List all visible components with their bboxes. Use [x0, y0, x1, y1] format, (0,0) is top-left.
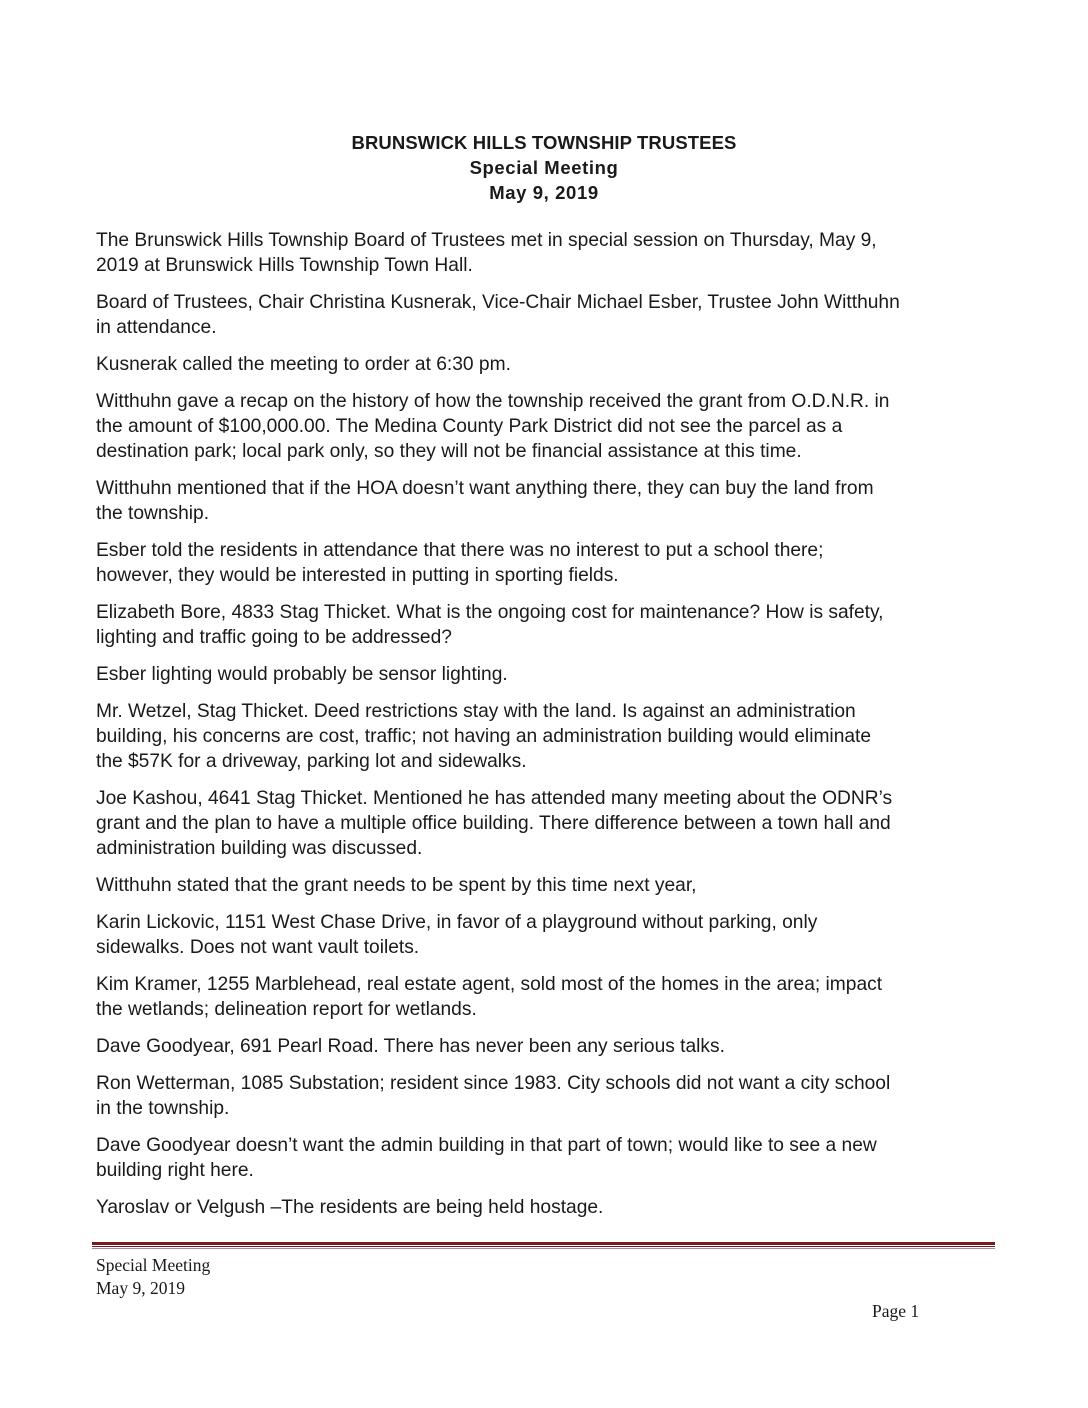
- minutes-paragraph: Kim Kramer, 1255 Marblehead, real estate agent, sold most of the homes in the area; impact the wetlands; delineation report for wetlands.: [96, 974, 883, 1020]
- footer-meeting-info: [96, 1254, 210, 1300]
- minutes-paragraph: Dave Goodyear doesn’t want the admin building in that part of town; would like to see a new building right here.: [96, 1135, 877, 1181]
- minutes-paragraph: Joe Kashou, 4641 Stag Thicket. Mentioned he has attended many meeting about the ODNR’s grant and the plan to have a multiple office building. There difference between a town hall and administration building was discussed.: [96, 788, 893, 859]
- minutes-paragraph: Elizabeth Bore, 4833 Stag Thicket. What is the ongoing cost for maintenance? How is safety, lighting and traffic going to be addressed?: [96, 602, 884, 648]
- document-header: [0, 130, 1088, 205]
- minutes-paragraph: Kusnerak called the meeting to order at 6:30 pm.: [96, 354, 511, 375]
- footer-divider-thick: [92, 1242, 995, 1245]
- minutes-paragraph: Yaroslav or Velgush –The residents are being held hostage.: [96, 1197, 604, 1218]
- meeting-date: May 9, 2019: [489, 182, 599, 203]
- document-title: BRUNSWICK HILLS TOWNSHIP TRUSTEES: [351, 132, 737, 153]
- minutes-paragraph: Mr. Wetzel, Stag Thicket. Deed restrictions stay with the land. Is against an administration building, his concerns are cost, traffic; not having an administration building would eliminate the $57K for a driveway, parking lot and sidewalks.: [96, 701, 872, 772]
- minutes-paragraph: Board of Trustees, Chair Christina Kusnerak, Vice-Chair Michael Esber, Trustee John Witthuhn in attendance.: [96, 292, 900, 338]
- minutes-paragraph: Dave Goodyear, 691 Pearl Road. There has never been any serious talks.: [96, 1036, 725, 1057]
- minutes-paragraph: Karin Lickovic, 1151 West Chase Drive, in favor of a playground without parking, only sidewalks. Does not want vault toilets.: [96, 912, 818, 958]
- minutes-paragraph: Witthuhn gave a recap on the history of how the township received the grant from O.D.N.R. in the amount of $100,000.00. The Medina County Park District did not see the parcel as a destination park; local park only, so they will not be financial assistance at this time.: [96, 391, 890, 462]
- footer-meeting-type: Special Meeting: [96, 1255, 211, 1275]
- minutes-paragraph: Witthuhn stated that the grant needs to be spent by this time next year,: [96, 875, 697, 896]
- meeting-type: Special Meeting: [469, 157, 619, 178]
- minutes-paragraph: Esber lighting would probably be sensor lighting.: [96, 664, 508, 685]
- footer-divider: [92, 1242, 995, 1249]
- footer-meeting-date: May 9, 2019: [96, 1278, 185, 1298]
- minutes-paragraph: Witthuhn mentioned that if the HOA doesn’t want anything there, they can buy the land from the township.: [96, 478, 874, 524]
- minutes-paragraph: The Brunswick Hills Township Board of Trustees met in special session on Thursday, May 9, 2019 at Brunswick Hills Township Town Hall.: [96, 230, 877, 276]
- minutes-paragraph: Esber told the residents in attendance that there was no interest to put a school there; however, they would be interested in putting in sporting fields.: [96, 540, 824, 586]
- footer-divider-faint: [92, 1248, 995, 1249]
- page-number: Page 1: [872, 1301, 920, 1321]
- minutes-paragraph: Ron Wetterman, 1085 Substation; resident since 1983. City schools did not want a city school in the township.: [96, 1073, 891, 1119]
- minutes-body: [96, 228, 1006, 1232]
- footer-divider-thin: [92, 1246, 995, 1247]
